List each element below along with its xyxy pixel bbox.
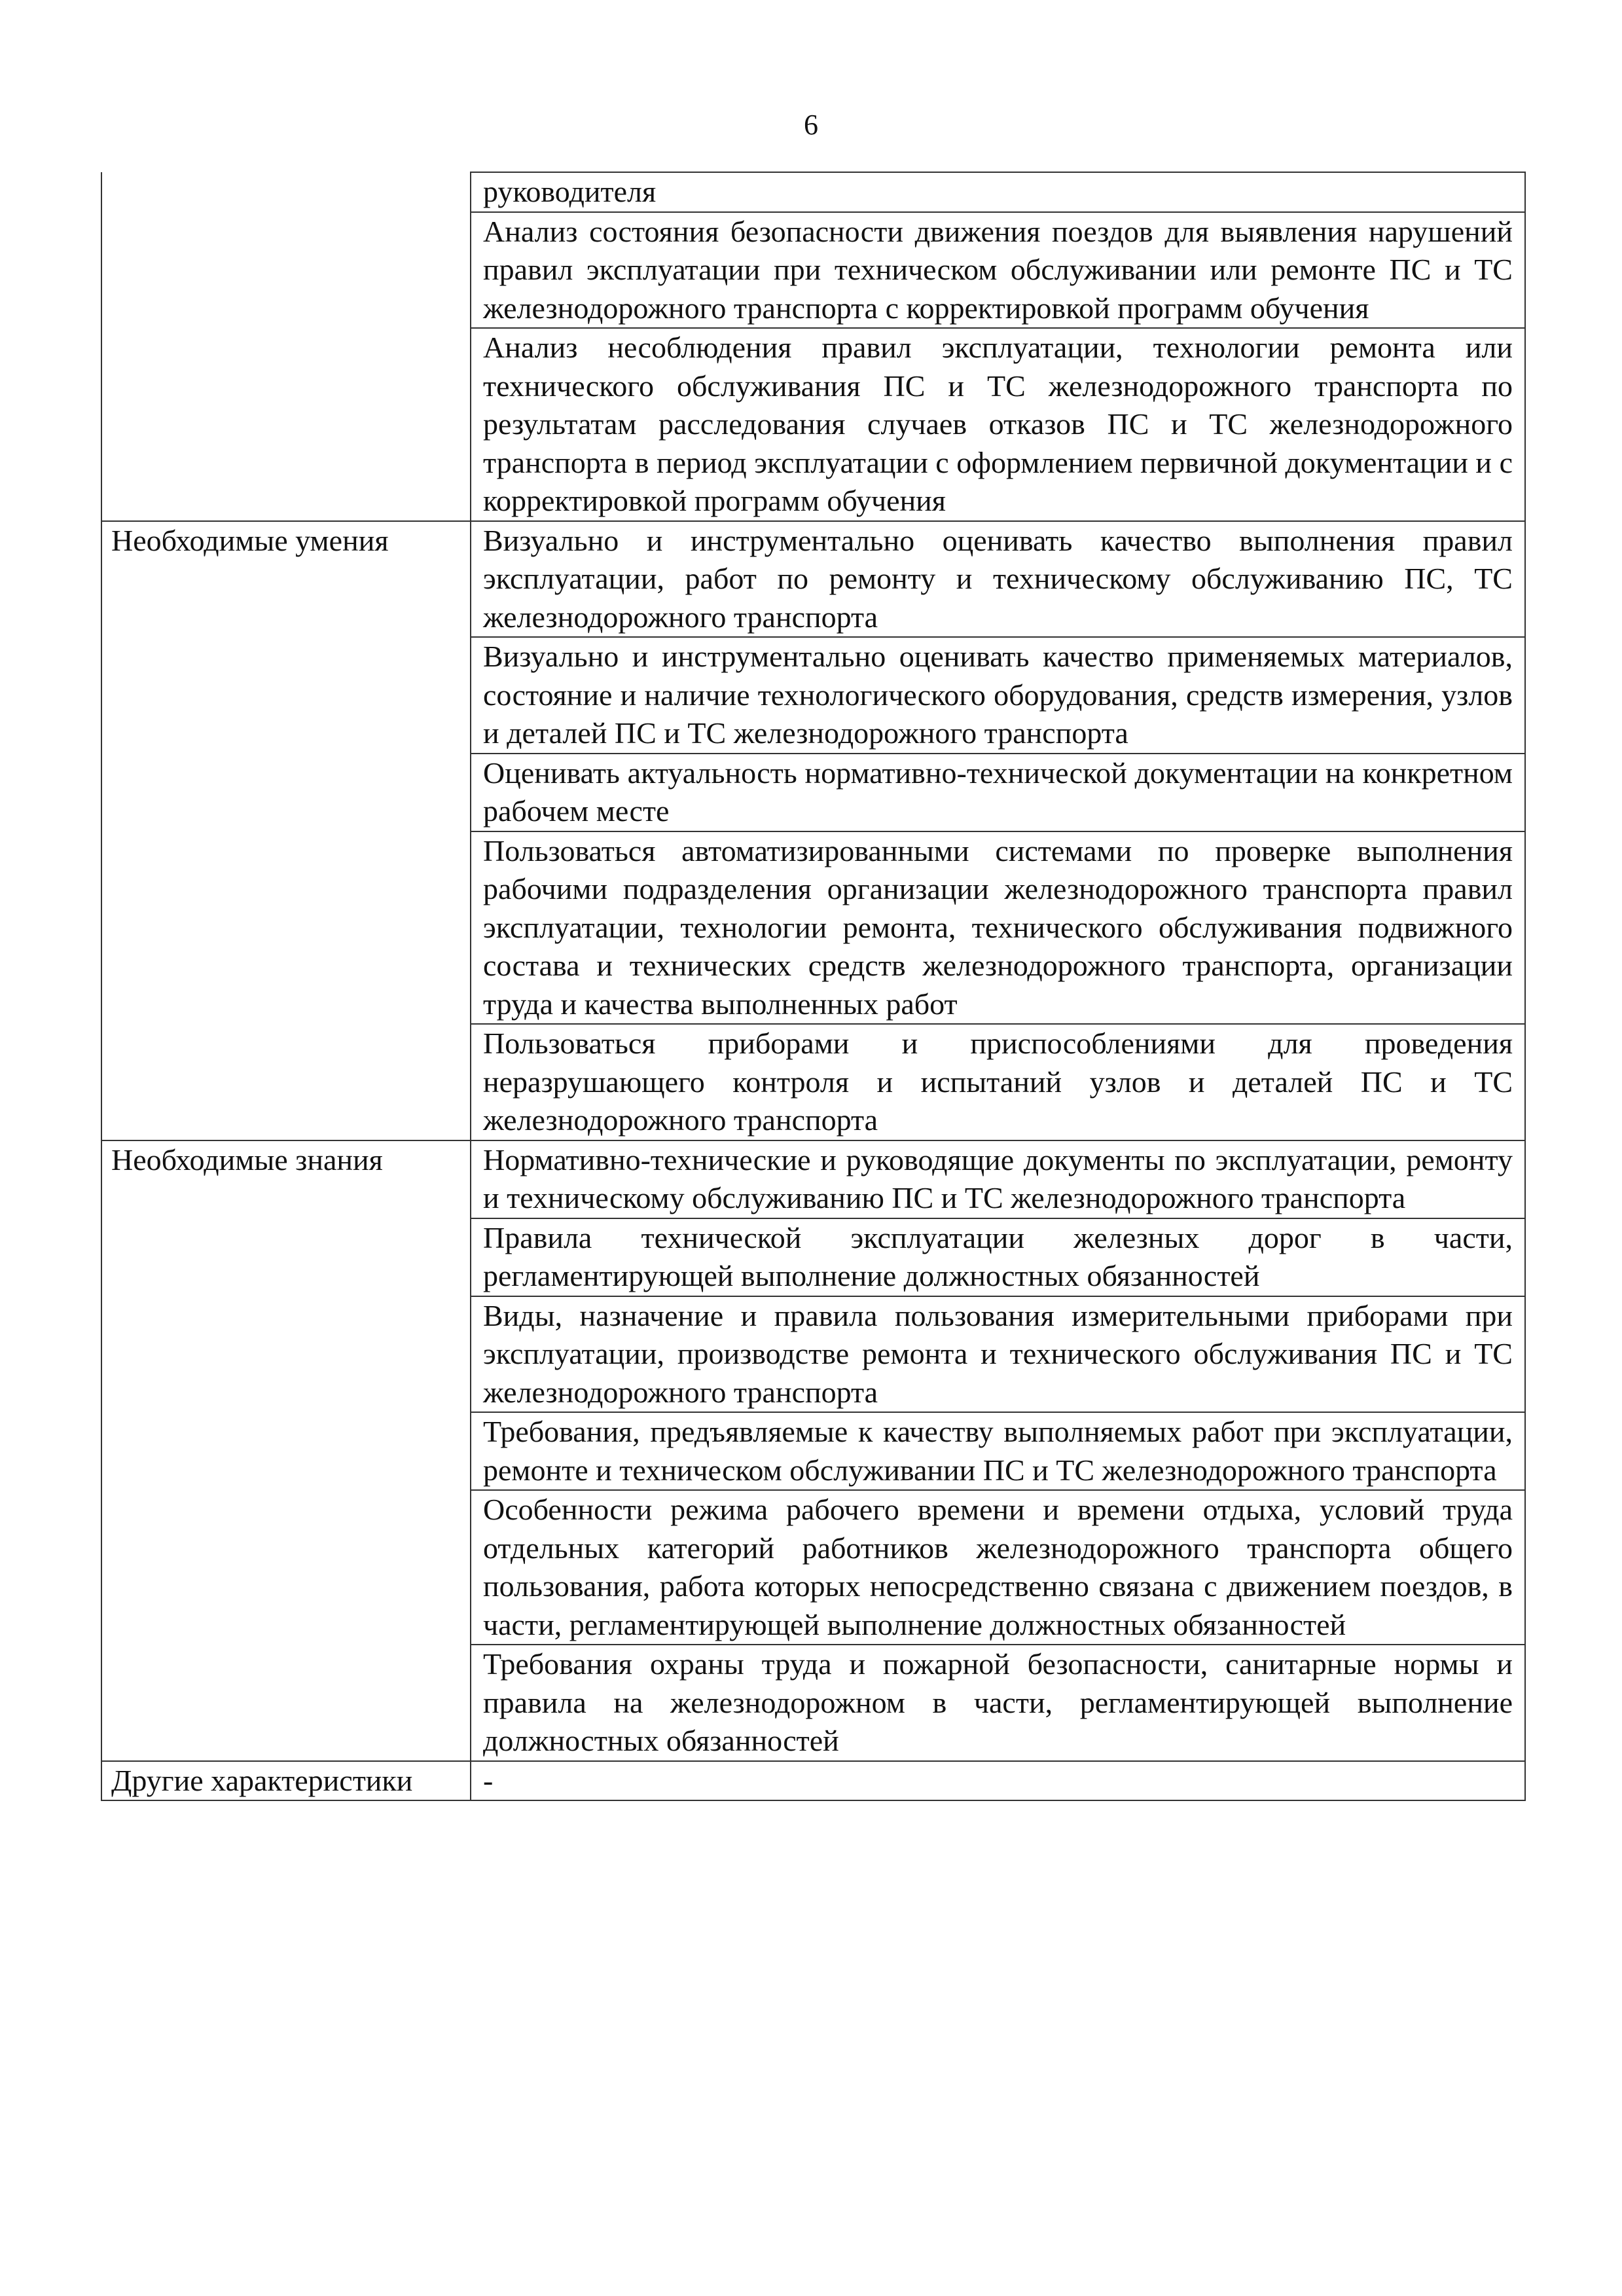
row-text: руководителя [471, 172, 1525, 212]
row-text: Визуально и инструментально оценивать качество выполнения правил эксплуатации, работ по ремонту и техническому обслуживанию ПС, ТС железнодорожного транспорта [471, 521, 1525, 638]
row-text: Требования охраны труда и пожарной безопасности, санитарные нормы и правила на железнодорожном в части, регламентирующей выполнение должностных обязанностей [471, 1645, 1525, 1761]
table-row [101, 637, 1525, 754]
row-label [101, 1645, 471, 1761]
row-text: - [471, 1761, 1525, 1801]
row-label [101, 212, 471, 329]
row-label [101, 1218, 471, 1296]
row-text: Особенности режима рабочего времени и времени отдыха, условий труда отдельных категорий работников железнодорожного транспорта общего пользования, работа которых непосредственно связана с движением поездов, в части, регламентирующей выполнение должностных обязанностей [471, 1490, 1525, 1645]
table-row [101, 831, 1525, 1025]
row-label [101, 1490, 471, 1645]
row-text: Требования, предъявляемые к качеству выполняемых работ при эксплуатации, ремонте и техническом обслуживании ПС и ТС железнодорожного транспорта [471, 1412, 1525, 1490]
row-label [101, 1296, 471, 1413]
row-text: Пользоваться приборами и приспособлениями для проведения неразрушающего контроля и испытаний узлов и деталей ПС и ТС железнодорожного транспорта [471, 1024, 1525, 1140]
row-text: Виды, назначение и правила пользования измерительными приборами при эксплуатации, производстве ремонта и технического обслуживания ПС и ТС железнодорожного транспорта [471, 1296, 1525, 1413]
table-row [101, 1296, 1525, 1413]
row-text: Правила технической эксплуатации железных дорог в части, регламентирующей выполнение должностных обязанностей [471, 1218, 1525, 1296]
table-row [101, 1218, 1525, 1296]
row-text: Анализ несоблюдения правил эксплуатации, технологии ремонта или технического обслуживания ПС и ТС железнодорожного транспорта по результатам расследования случаев отказов ПС и ТС железнодорожного транспорта в период эксплуатации с оформлением первичной документации и с корректировкой программ обучения [471, 328, 1525, 521]
row-text: Оценивать актуальность нормативно-технической документации на конкретном рабочем месте [471, 754, 1525, 831]
table-row [101, 212, 1525, 329]
row-label [101, 754, 471, 831]
row-label [101, 1024, 471, 1140]
row-label: Другие характеристики [101, 1761, 471, 1801]
table-row [101, 1490, 1525, 1645]
row-label [101, 328, 471, 521]
row-text: Анализ состояния безопасности движения поездов для выявления нарушений правил эксплуатации при техническом обслуживании или ремонте ПС и ТС железнодорожного транспорта с корректировкой программ обучения [471, 212, 1525, 329]
table-row [101, 521, 1525, 638]
table-row [101, 172, 1525, 212]
qualification-table [101, 172, 1526, 1801]
table-row [101, 328, 1525, 521]
table-row [101, 754, 1525, 831]
row-label: Необходимые знания [101, 1140, 471, 1218]
row-label [101, 831, 471, 1025]
table-row [101, 1140, 1525, 1218]
row-label: Необходимые умения [101, 521, 471, 638]
row-label [101, 637, 471, 754]
row-text: Нормативно-технические и руководящие документы по эксплуатации, ремонту и техническому обслуживанию ПС и ТС железнодорожного транспорта [471, 1140, 1525, 1218]
row-text: Пользоваться автоматизированными системами по проверке выполнения рабочими подразделения организации железнодорожного транспорта правил эксплуатации, технологии ремонта, технического обслуживания подвижного состава и технических средств железнодорожного транспорта, организации труда и качества выполненных работ [471, 831, 1525, 1025]
row-label [101, 172, 471, 212]
table-row [101, 1412, 1525, 1490]
table-row [101, 1645, 1525, 1761]
row-text: Визуально и инструментально оценивать качество применяемых материалов, состояние и наличие технологического оборудования, средств измерения, узлов и деталей ПС и ТС железнодорожного транспорта [471, 637, 1525, 754]
table-row [101, 1761, 1525, 1801]
row-label [101, 1412, 471, 1490]
page-number: 6 [804, 109, 818, 141]
table-row [101, 1024, 1525, 1140]
